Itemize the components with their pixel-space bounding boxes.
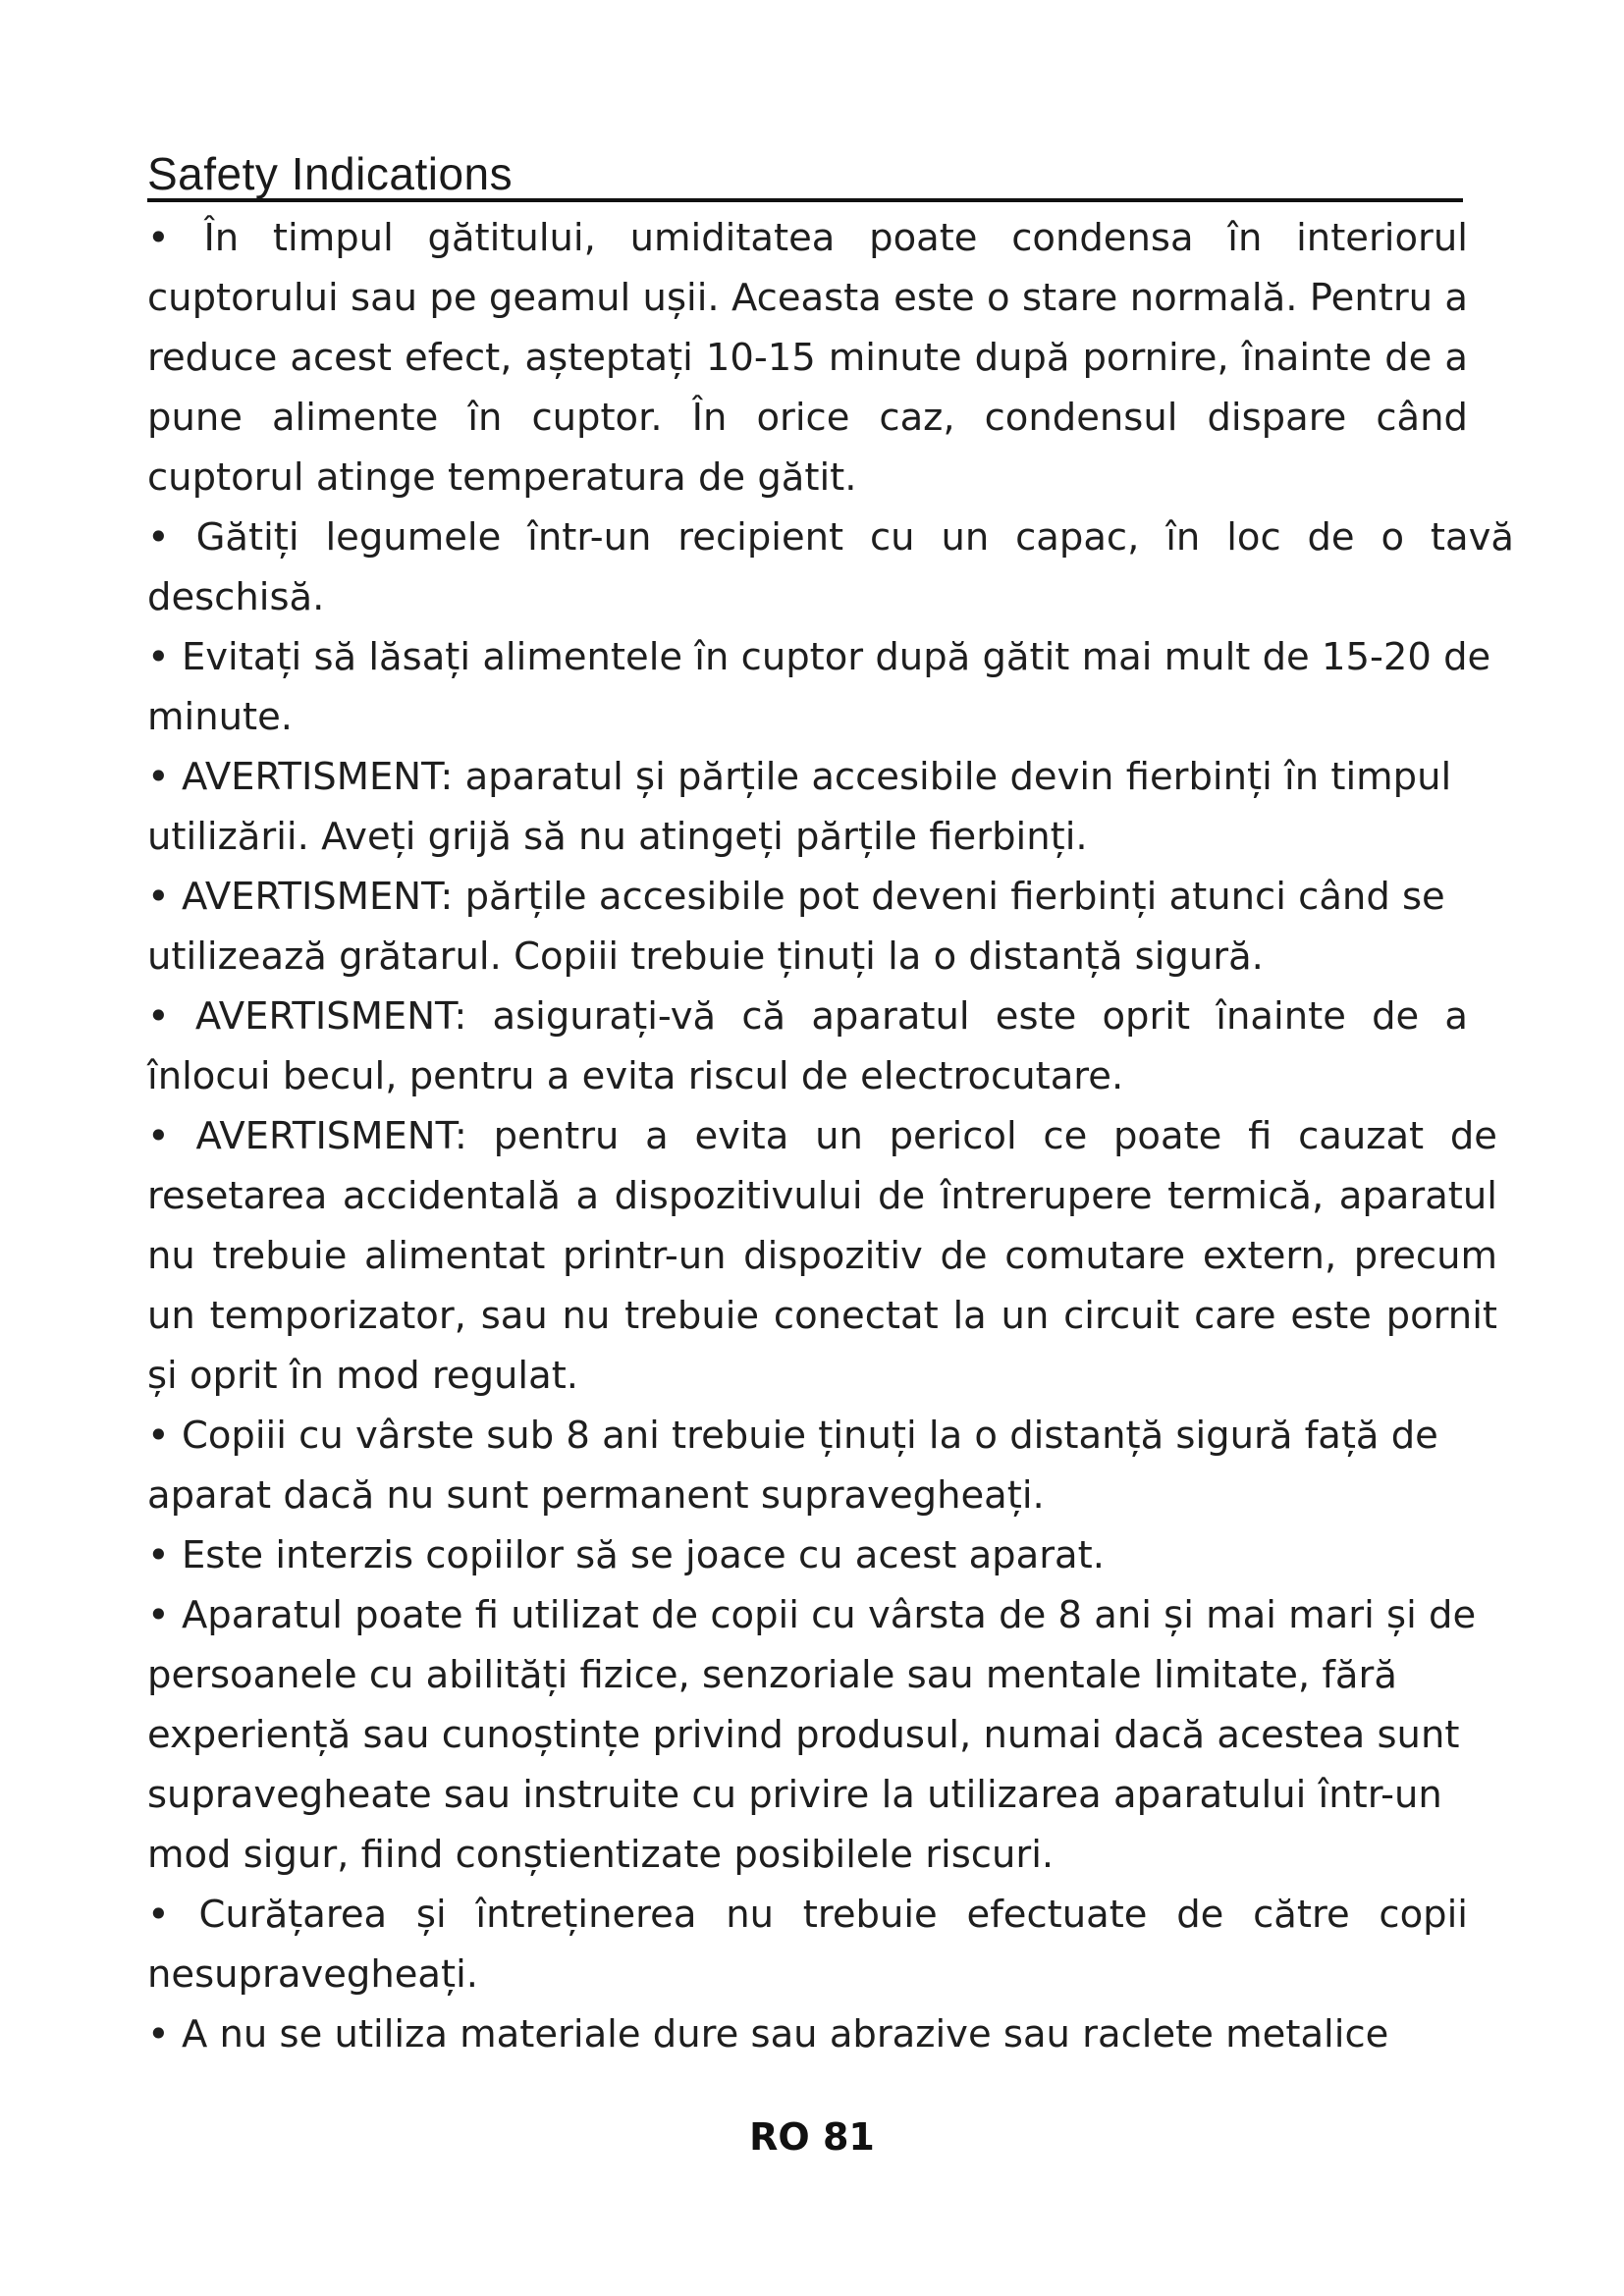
section-title: Safety Indications: [147, 148, 514, 199]
list-item: • Copiii cu vârste sub 8 ani trebuie ținuți la o distanță sigură față de aparat dacă nu sunt permanent supravegheați.: [147, 1414, 1438, 1518]
list-item: • AVERTISMENT: pentru a evita un pericol ce poate fi cauzat de resetarea accidentală a dispozitivului de întrerupere termică, aparatul nu trebuie alimentat printr-un dispozitiv de comutare extern, precum un temporizator, sau nu trebuie conectat la un circuit care este pornit și oprit în mod regulat.: [147, 1114, 1497, 1398]
list-item: • AVERTISMENT: aparatul și părțile accesibile devin fierbinți în timpul utilizării. Aveți grijă să nu atingeți părțile fierbinți.: [147, 755, 1452, 859]
list-item: • AVERTISMENT: asigurați-vă că aparatul este oprit înainte de a înlocui becul, pentru a evita riscul de electrocutare.: [147, 994, 1468, 1098]
list-item: • Aparatul poate fi utilizat de copii cu vârsta de 8 ani și mai mari și de persoanele cu abilități fizice, senzoriale sau mentale limitate, fără experiență sau cunoștințe privind produsul, numai dacă acestea sunt supravegheate sau instruite cu privire la utilizarea aparatului într-un mod sigur, fiind conștientizate posibilele riscuri.: [147, 1593, 1477, 1877]
list-item: • Curățarea și întreținerea nu trebuie efectuate de către copii nesupravegheați.: [147, 1893, 1468, 1997]
list-item: • Evitați să lăsați alimentele în cuptor după gătit mai mult de 15-20 de minute.: [147, 635, 1491, 739]
list-item: • Gătiți legumele într-un recipient cu un capac, în loc de o tavă deschisă.: [147, 515, 1514, 619]
list-item: • AVERTISMENT: părțile accesibile pot deveni fierbinți atunci când se utilizează grătarul. Copiii trebuie ținuți la o distanță sigură.: [147, 875, 1445, 979]
list-item: • În timpul gătitului, umiditatea poate condensa în interiorul cuptorului sau pe geamul ușii. Aceasta este o stare normală. Pentru a reduce acest efect, așteptați 10-15 minute după pornire, înainte de a pune alimente în cuptor. În orice caz, condensul dispare când cuptorul atinge temperatura de gătit.: [147, 216, 1468, 500]
safety-list: [147, 208, 1514, 2064]
page-number: RO 81: [749, 2115, 875, 2159]
list-item: • A nu se utiliza materiale dure sau abrazive sau raclete metalice: [147, 2012, 1389, 2056]
section-header: [147, 145, 1463, 202]
list-item: • Este interzis copiilor să se joace cu acest aparat.: [147, 1533, 1105, 1577]
